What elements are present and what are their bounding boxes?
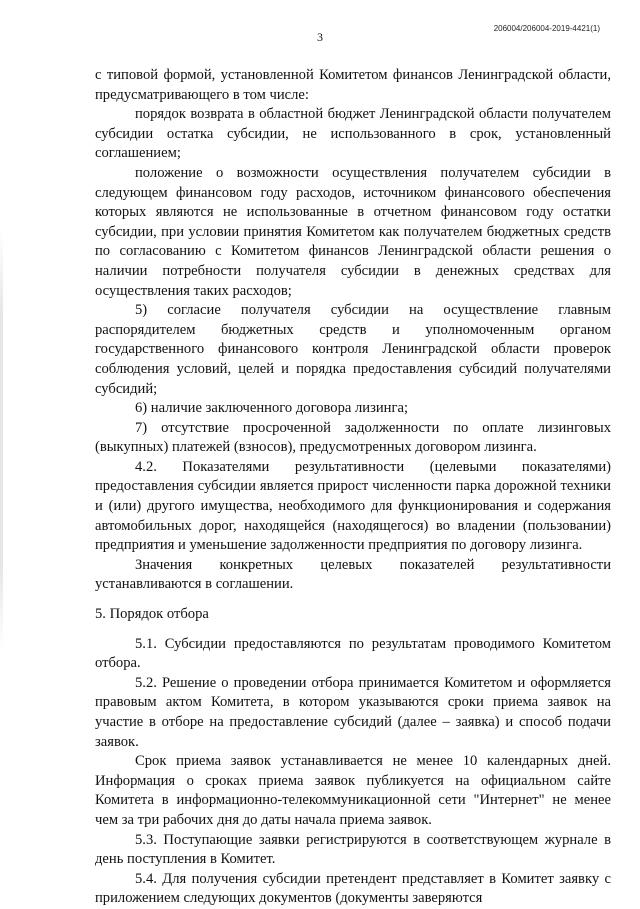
paragraph: Значения конкретных целевых показателей результативности устанавливаются в соглашении. — [95, 556, 611, 593]
page-number: 3 — [317, 30, 323, 44]
paragraph: 7) отсутствие просроченной задолженности по оплате лизинговых (выкупных) платежей (взносов), предусмотренных договором лизинга. — [95, 419, 611, 456]
document-code: 206004/206004-2019-4421(1) — [493, 24, 600, 33]
paragraph: Срок приема заявок устанавливается не менее 10 календарных дней. Информация о сроках приема заявок публикуется на официальном сайте Комитета в информационно-телекоммуникационной сети "Интернет" не менее чем за три рабочих дня до даты начала приема заявок. — [95, 753, 611, 828]
paragraph: 5.1. Субсидии предоставляются по результатам проводимого Комитетом отбора. — [95, 635, 611, 672]
paragraph: порядок возврата в областной бюджет Ленинградской области получателем субсидии остатка субсидии, не использованного в срок, установленный соглашением; — [95, 106, 611, 162]
paragraph: 5) согласие получателя субсидии на осуществление главным распорядителем бюджетных средств и уполномоченным органом государственного финансового контроля Ленинградской области проверок соблюдения условий, целей и порядка предоставления субсидий получателями субсидий; — [95, 302, 611, 397]
scan-edge-shadow — [0, 230, 3, 650]
paragraph: 4.2. Показателями результативности (целевыми показателями) предоставления субсидии является прирост численности парка дорожной техники и (или) другого имущества, необходимого для функционирования и содержания автомобильных дорог, находящейся (находящегося) во владении (пользовании) предприятия и уменьшение задолженности предприятия по договору лизинга. — [95, 458, 611, 554]
paragraph: 5.4. Для получения субсидии претендент представляет в Комитет заявку с приложением следующих документов (документы заверяются — [95, 870, 611, 907]
document-body — [95, 66, 611, 909]
paragraph: с типовой формой, установленной Комитетом финансов Ленинградской области, предусматривающего в том числе: — [95, 67, 611, 103]
paragraph: 5.3. Поступающие заявки регистрируются в соответствующем журнале в день поступления в Комитет. — [95, 831, 611, 868]
section-heading: 5. Порядок отбора — [95, 606, 209, 623]
paragraph: 5.2. Решение о проведении отбора принимается Комитетом и оформляется правовым актом Комитета, в котором указываются сроки приема заявок на участие в отборе на предоставление субсидий (далее – заявка) и способ подачи заявок. — [95, 674, 611, 750]
paragraph: 6) наличие заключенного договора лизинга; — [135, 400, 408, 417]
paragraph: положение о возможности осуществления получателем субсидии в следующем финансовом году расходов, источником финансового обеспечения которых являются не использованные в отчетном финансовом году остатки субсидии, при условии принятия Комитетом как получателем бюджетных средств по согласованию с Комитетом финансов Ленинградской области решения о наличии потребности получателя субсидии в денежных средствах для осуществления таких расходов; — [95, 164, 611, 299]
